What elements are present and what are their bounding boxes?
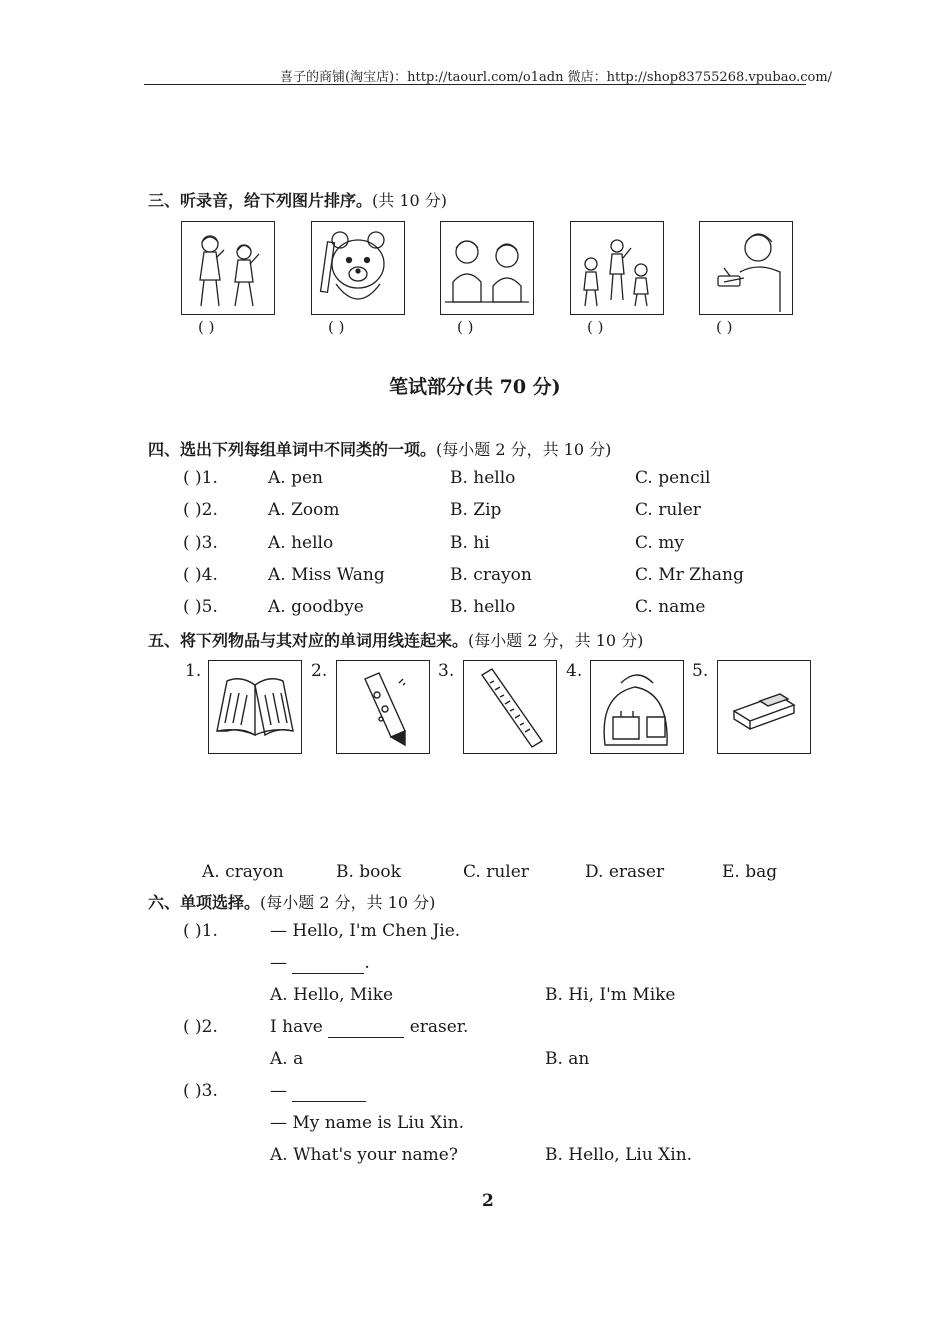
s6-q3-line2: — My name is Liu Xin. bbox=[270, 1113, 465, 1133]
s4-q5-option-c: C. name bbox=[635, 597, 706, 617]
s6-q1-line1: — Hello, I'm Chen Jie. bbox=[270, 921, 461, 941]
s5-item-1-picture[interactable] bbox=[208, 660, 302, 754]
s4-q3-option-a: A. hello bbox=[268, 533, 334, 553]
s6-q1-option-b: B. Hi, I'm Mike bbox=[545, 985, 676, 1005]
s6-q1-dash: — bbox=[270, 953, 287, 973]
picture-three-kids-waving bbox=[570, 221, 664, 315]
s4-q2-number[interactable]: ( )2. bbox=[183, 500, 218, 520]
section4-title bbox=[148, 437, 611, 460]
picture-two-boys-greeting bbox=[181, 221, 275, 315]
s5-item-4-number: 4. bbox=[566, 661, 583, 681]
s4-q1-number[interactable]: ( )1. bbox=[183, 468, 218, 488]
page-number: 2 bbox=[482, 1191, 494, 1211]
s6-q2-option-a: A. a bbox=[270, 1049, 304, 1069]
section3-heading: 三、听录音，给下列图片排序。 bbox=[148, 191, 373, 210]
s5-word-c[interactable]: C. ruler bbox=[463, 862, 529, 882]
section5-heading: 五、将下列物品与其对应的单词用线连起来。 bbox=[148, 631, 469, 650]
s5-word-e[interactable]: E. bag bbox=[722, 862, 778, 882]
order-answer-4[interactable]: ( ) bbox=[587, 318, 604, 336]
section4-note: (每小题 2 分，共 10 分) bbox=[436, 440, 612, 459]
s6-q2-post: eraser. bbox=[409, 1017, 469, 1037]
eraser-icon bbox=[718, 661, 810, 753]
s6-q3-line1 bbox=[270, 1081, 366, 1102]
s6-q3-number[interactable]: ( )3. bbox=[183, 1081, 218, 1101]
section6-heading: 六、单项选择。 bbox=[148, 893, 261, 912]
s5-word-d[interactable]: D. eraser bbox=[585, 862, 665, 882]
three-kids-illustration bbox=[571, 222, 663, 314]
s4-q1-option-c: C. pencil bbox=[635, 468, 711, 488]
s5-item-3-picture[interactable] bbox=[463, 660, 557, 754]
s6-q2-number[interactable]: ( )2. bbox=[183, 1017, 218, 1037]
s5-item-1-number: 1. bbox=[185, 661, 202, 681]
section4-heading: 四、选出下列每组单词中不同类的一项。 bbox=[148, 440, 437, 459]
two-kids-illustration bbox=[441, 222, 533, 314]
s6-q3-option-a: A. What's your name? bbox=[270, 1145, 458, 1165]
s6-q1-option-a: A. Hello, Mike bbox=[270, 985, 394, 1005]
s6-q1-line2: — . bbox=[270, 953, 370, 973]
s4-q3-option-c: C. my bbox=[635, 533, 684, 553]
picture-two-kids-desk bbox=[440, 221, 534, 315]
s5-item-4-picture[interactable] bbox=[590, 660, 684, 754]
section6-note: (每小题 2 分，共 10 分) bbox=[260, 893, 436, 912]
s4-q2-option-b: B. Zip bbox=[450, 500, 502, 520]
s5-item-5-picture[interactable] bbox=[717, 660, 811, 754]
s4-q1-option-b: B. hello bbox=[450, 468, 516, 488]
s6-q3-dash: — bbox=[270, 1081, 287, 1101]
order-answer-3[interactable]: ( ) bbox=[457, 318, 474, 336]
s4-q2-option-a: A. Zoom bbox=[268, 500, 340, 520]
section3-title bbox=[148, 188, 447, 211]
s4-q3-number[interactable]: ( )3. bbox=[183, 533, 218, 553]
s4-q4-number[interactable]: ( )4. bbox=[183, 565, 218, 585]
s4-q1-option-a: A. pen bbox=[268, 468, 323, 488]
book-icon bbox=[209, 661, 301, 753]
picture-person-eraser bbox=[699, 221, 793, 315]
section3-note: (共 10 分) bbox=[372, 191, 448, 210]
s4-q5-option-b: B. hello bbox=[450, 597, 516, 617]
crayon-icon bbox=[337, 661, 429, 753]
s5-word-b[interactable]: B. book bbox=[336, 862, 401, 882]
written-part-title: 笔试部分(共 70 分) bbox=[389, 376, 561, 398]
order-answer-2[interactable]: ( ) bbox=[328, 318, 345, 336]
s4-q3-option-b: B. hi bbox=[450, 533, 490, 553]
s4-q5-number[interactable]: ( )5. bbox=[183, 597, 218, 617]
page-header: 喜子的商铺(淘宝店)：http://taourl.com/o1adn 微店：http://shop83755268.vpubao.com/ bbox=[280, 70, 833, 85]
s6-q2-blank[interactable] bbox=[328, 1017, 404, 1038]
section5-note: (每小题 2 分，共 10 分) bbox=[468, 631, 644, 650]
s4-q4-option-b: B. crayon bbox=[450, 565, 532, 585]
s4-q4-option-c: C. Mr Zhang bbox=[635, 565, 744, 585]
s5-item-3-number: 3. bbox=[438, 661, 455, 681]
s6-q3-option-b: B. Hello, Liu Xin. bbox=[545, 1145, 693, 1165]
person-with-eraser-illustration bbox=[700, 222, 792, 314]
s4-q5-option-a: A. goodbye bbox=[268, 597, 364, 617]
two-boys-illustration bbox=[182, 222, 274, 314]
picture-teddy-bear-ruler bbox=[311, 221, 405, 315]
order-answer-5[interactable]: ( ) bbox=[716, 318, 733, 336]
s6-q3-blank[interactable] bbox=[292, 1081, 366, 1102]
s5-word-a[interactable]: A. crayon bbox=[202, 862, 284, 882]
s6-q2-pre: I have bbox=[270, 1017, 323, 1037]
teddy-bear-illustration bbox=[312, 222, 404, 314]
order-answer-1[interactable]: ( ) bbox=[198, 318, 215, 336]
header-divider bbox=[144, 84, 806, 85]
section5-title bbox=[148, 628, 643, 651]
ruler-icon bbox=[464, 661, 556, 753]
s5-item-2-number: 2. bbox=[311, 661, 328, 681]
section6-title bbox=[148, 890, 435, 913]
s6-q2-sentence bbox=[270, 1017, 468, 1038]
s5-item-2-picture[interactable] bbox=[336, 660, 430, 754]
bag-icon bbox=[591, 661, 683, 753]
s5-item-5-number: 5. bbox=[692, 661, 709, 681]
s6-q1-blank[interactable] bbox=[292, 953, 364, 974]
s6-q1-number[interactable]: ( )1. bbox=[183, 921, 218, 941]
s4-q2-option-c: C. ruler bbox=[635, 500, 701, 520]
s6-q2-option-b: B. an bbox=[545, 1049, 590, 1069]
s4-q4-option-a: A. Miss Wang bbox=[268, 565, 385, 585]
